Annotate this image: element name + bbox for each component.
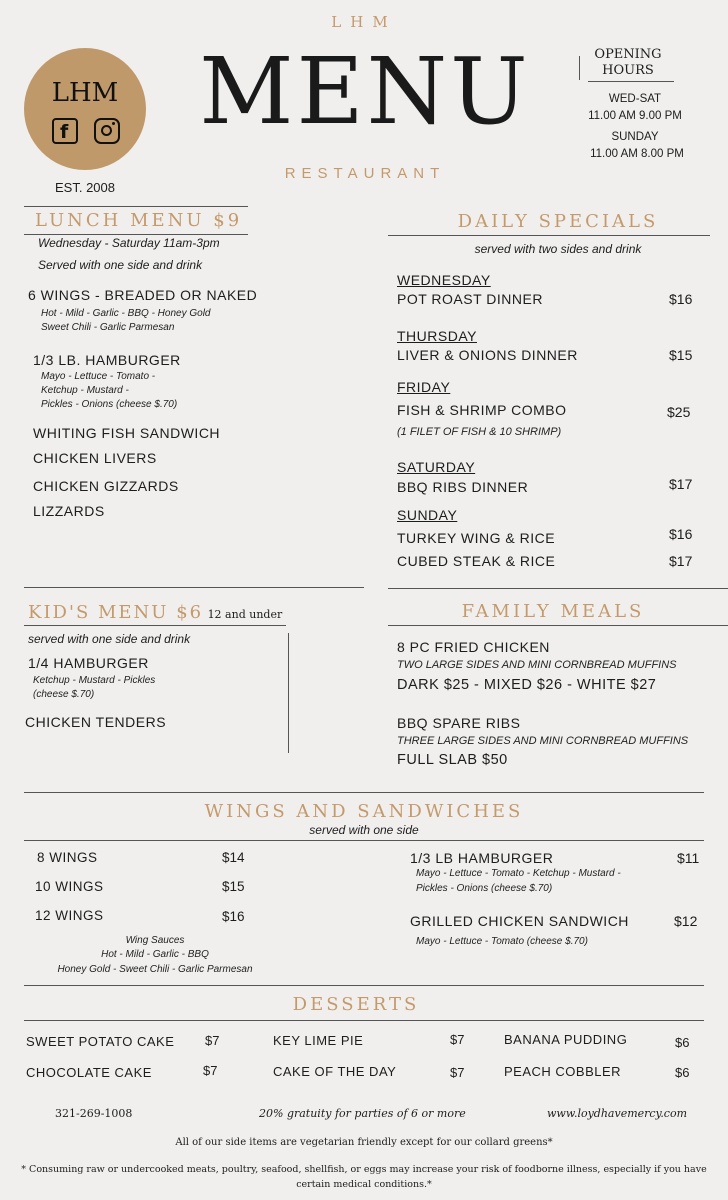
family-title: FAMILY MEALS — [461, 601, 645, 622]
footer-website[interactable]: www.loydhavemercy.com — [547, 1107, 688, 1120]
top-title: LHM — [331, 13, 397, 31]
kids-title: KID'S MENU $6 — [28, 602, 204, 623]
logo — [24, 48, 146, 170]
specials-rule — [388, 235, 710, 236]
dessert-peach: PEACH COBBLER — [504, 1064, 622, 1079]
footer-disclaimer-1: * Consuming raw or undercooked meats, poultry, seafood, shellfish, or eggs may increase your risk of foodborne illness, especially if you have — [21, 1164, 707, 1175]
sandwich-chicken-desc: Mayo - Lettuce - Tomato (cheese $.70) — [416, 936, 588, 947]
special-desc-friday: (1 FILET OF FISH & 10 SHRIMP) — [397, 426, 562, 438]
kids-rule-top — [24, 587, 364, 588]
logo-text: LHM — [51, 78, 119, 108]
special-price-saturday: $17 — [669, 476, 693, 492]
desserts-rule-bottom — [24, 1020, 704, 1021]
instagram-icon[interactable] — [94, 118, 120, 144]
facebook-icon[interactable]: f — [52, 118, 78, 144]
footer-gratuity: 20% gratuity for parties of 6 or more — [259, 1107, 466, 1120]
special-price-thursday: $15 — [669, 347, 693, 363]
wings-note: served with one side — [309, 823, 419, 837]
kids-title-row — [28, 602, 282, 623]
sandwich-item-chicken: GRILLED CHICKEN SANDWICH — [410, 913, 629, 929]
sandwich-price-hamburger: $11 — [677, 850, 700, 866]
lunch-item-lizzards: LIZZARDS — [33, 503, 105, 519]
wing-sauces-line-2: Honey Gold - Sweet Chili - Garlic Parmesan — [57, 964, 253, 975]
footer-phone[interactable]: 321-269-1008 — [55, 1107, 133, 1120]
family-item-ribs-prices: FULL SLAB $50 — [397, 752, 508, 768]
lunch-rule-bottom — [24, 234, 248, 235]
special-dish-wednesday: POT ROAST DINNER — [397, 291, 543, 307]
desserts-title: DESSERTS — [292, 994, 420, 1015]
family-item-chicken-prices: DARK $25 - MIXED $26 - WHITE $27 — [397, 677, 657, 693]
sandwich-item-hamburger: 1/3 LB HAMBURGER — [410, 850, 554, 866]
special-price-wednesday: $16 — [669, 291, 693, 307]
desserts-rule-top — [24, 985, 704, 986]
dessert-sweet-potato: SWEET POTATO CAKE — [26, 1034, 175, 1049]
sandwich-price-chicken: $12 — [674, 913, 698, 929]
dessert-banana: BANANA PUDDING — [504, 1032, 628, 1047]
lunch-rule-top — [24, 206, 248, 207]
wings-title: WINGS AND SANDWICHES — [204, 801, 524, 822]
lunch-item-whiting: WHITING FISH SANDWICH — [33, 425, 221, 441]
wings-price-12: $16 — [222, 909, 245, 924]
lunch-item-wings: 6 WINGS - BREADED OR NAKED — [28, 287, 258, 303]
wings-rule-top — [24, 792, 704, 793]
special-price-sunday-2: $17 — [669, 553, 693, 569]
hours-title-1: OPENING — [594, 47, 662, 62]
wing-sauces-line-1: Hot - Mild - Garlic - BBQ — [101, 949, 209, 960]
subtitle: RESTAURANT — [284, 165, 446, 182]
special-price-sunday-1: $16 — [669, 526, 693, 542]
wings-item-8: 8 WINGS — [37, 850, 98, 865]
hours-title-rule — [588, 81, 674, 82]
lunch-note-1: Wednesday - Saturday 11am-3pm — [38, 236, 220, 250]
specials-title: DAILY SPECIALS — [457, 211, 659, 232]
kids-item-hamburger-desc-2: (cheese $.70) — [33, 689, 95, 700]
special-day-wednesday: WEDNESDAY — [397, 272, 491, 288]
wings-rule-bottom — [24, 840, 704, 841]
dessert-price-chocolate: $7 — [203, 1063, 218, 1078]
family-item-ribs-desc: THREE LARGE SIDES AND MINI CORNBREAD MUFFINS — [397, 735, 689, 747]
special-dish-sunday-1: TURKEY WING & RICE — [397, 530, 556, 546]
family-item-chicken-desc: TWO LARGE SIDES AND MINI CORNBREAD MUFFINS — [397, 659, 677, 671]
wings-price-10: $15 — [222, 879, 245, 894]
kids-divider — [288, 633, 289, 753]
special-day-saturday: SATURDAY — [397, 459, 476, 475]
dessert-chocolate: CHOCOLATE CAKE — [26, 1065, 152, 1080]
dessert-cake-of-day: CAKE OF THE DAY — [273, 1064, 397, 1079]
kids-rule-bottom — [24, 625, 286, 626]
special-day-sunday: SUNDAY — [397, 507, 458, 523]
main-title: MENU — [199, 38, 531, 145]
established: EST. 2008 — [55, 180, 115, 195]
wings-item-10: 10 WINGS — [35, 879, 104, 894]
kids-title-suffix: 12 and under — [207, 608, 283, 621]
special-dish-sunday-2: CUBED STEAK & RICE — [397, 553, 556, 569]
hours-line-3: SUNDAY — [611, 131, 659, 143]
kids-item-tenders: CHICKEN TENDERS — [25, 714, 167, 730]
lunch-item-hamburger: 1/3 LB. HAMBURGER — [33, 352, 181, 368]
lunch-item-wings-desc-1: Hot - Mild - Garlic - BBQ - Honey Gold — [41, 308, 211, 319]
special-day-friday: FRIDAY — [397, 379, 451, 395]
special-dish-friday: FISH & SHRIMP COMBO — [397, 402, 567, 418]
lunch-item-wings-desc-2: Sweet Chili - Garlic Parmesan — [41, 322, 175, 333]
kids-item-hamburger-desc-1: Ketchup - Mustard - Pickles — [33, 675, 156, 686]
dessert-price-cake-of-day: $7 — [450, 1065, 465, 1080]
hours-line-2: 11.00 AM 9.00 PM — [588, 110, 682, 122]
lunch-title: LUNCH MENU $9 — [35, 210, 243, 231]
specials-note: served with two sides and drink — [474, 242, 642, 256]
special-dish-saturday: BBQ RIBS DINNER — [397, 479, 529, 495]
dessert-price-sweet-potato: $7 — [205, 1033, 220, 1048]
family-item-ribs: BBQ SPARE RIBS — [397, 715, 521, 731]
dessert-key-lime: KEY LIME PIE — [273, 1033, 364, 1048]
lunch-item-gizzards: CHICKEN GIZZARDS — [33, 478, 179, 494]
lunch-item-livers: CHICKEN LIVERS — [33, 450, 157, 466]
kids-note: served with one side and drink — [28, 632, 191, 646]
special-day-thursday: THURSDAY — [397, 328, 477, 344]
hours-line-4: 11.00 AM 8.00 PM — [590, 148, 684, 160]
lunch-item-hamburger-desc-2: Ketchup - Mustard - — [41, 385, 129, 396]
family-item-chicken: 8 PC FRIED CHICKEN — [397, 639, 550, 655]
footer-disclaimer-2: certain medical conditions.* — [296, 1179, 432, 1190]
wings-item-12: 12 WINGS — [35, 908, 104, 923]
lunch-item-hamburger-desc-3: Pickles - Onions (cheese $.70) — [41, 399, 178, 410]
family-rule-bottom — [388, 625, 728, 626]
hours-title-2: HOURS — [602, 63, 654, 78]
dessert-price-peach: $6 — [675, 1065, 690, 1080]
dessert-price-key-lime: $7 — [450, 1032, 465, 1047]
sandwich-hamburger-desc-2: Pickles - Onions (cheese $.70) — [416, 883, 553, 894]
dessert-price-banana: $6 — [675, 1035, 690, 1050]
special-dish-thursday: LIVER & ONIONS DINNER — [397, 347, 578, 363]
footer-vegetarian: All of our side items are vegetarian friendly except for our collard greens* — [175, 1137, 553, 1148]
wings-price-8: $14 — [222, 850, 245, 865]
hours-line-1: WED-SAT — [608, 93, 662, 105]
lunch-note-2: Served with one side and drink — [38, 258, 203, 272]
sandwich-hamburger-desc-1: Mayo - Lettuce - Tomato - Ketchup - Mustard - — [416, 868, 621, 879]
wing-sauces-title: Wing Sauces — [125, 935, 185, 946]
lunch-item-hamburger-desc-1: Mayo - Lettuce - Tomato - — [41, 371, 156, 382]
kids-item-hamburger: 1/4 HAMBURGER — [28, 655, 149, 671]
family-rule-top — [388, 588, 728, 589]
special-price-friday: $25 — [667, 404, 691, 420]
